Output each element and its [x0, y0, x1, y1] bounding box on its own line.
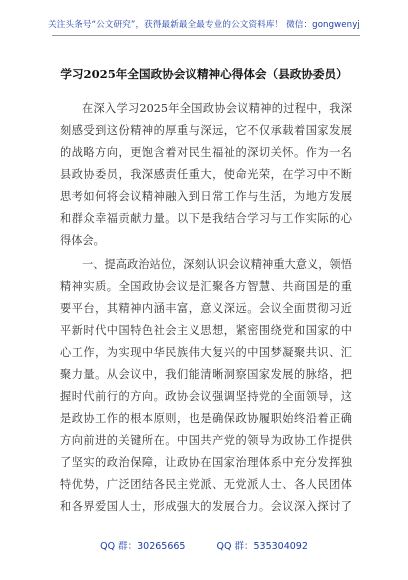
header-banner: 关注头条号“公文研究”，获得最新最全最专业的公文资料库！ 微信：gongwenyj [48, 20, 360, 30]
body-paragraph-2 [60, 254, 352, 518]
footer-qq-group-2: QQ 群：535304092 [216, 541, 308, 552]
text-line: 是政协工作的根本原则，也是确保政协履职始终沿着正确 [60, 412, 352, 425]
text-line: 要平台，其精神内涵丰富，意义深远。会议全面贯彻习近 [60, 302, 352, 315]
text-line: 和各界爱国人士，形成强大的发展合力。会议深入探讨了 [60, 500, 352, 513]
text-line: 精神实质。全国政协会议是汇聚各方智慧、共商国是的重 [60, 280, 352, 293]
text-line: 和群众幸福贡献力量。以下是我结合学习与工作实际的心 [60, 212, 352, 225]
footer-contact [0, 538, 408, 552]
text-line: 刻感受到这份精神的厚重与深远，它不仅承载着国家发展 [60, 124, 352, 137]
text-line: 得体会。 [60, 234, 105, 247]
text-line: 一、提高政治站位，深刻认识会议精神重大意义，领悟 [82, 258, 352, 271]
text-line: 握时代前行的方向。政协会议强调坚持党的全面领导，这 [60, 390, 352, 403]
document-title: 学习2025年全国政协会议精神心得体会（县政协委员） [60, 67, 348, 81]
text-line: 心工作，为实现中华民族伟大复兴的中国梦凝聚共识、汇 [60, 346, 352, 359]
text-line: 县政协委员，我深感责任重大，使命光荣，在学习中不断 [60, 168, 352, 181]
text-line: 方向前进的关键所在。中国共产党的领导为政协工作提供 [60, 434, 352, 447]
text-line: 特优势，广泛团结各民主党派、无党派人士、各人民团体 [60, 478, 352, 491]
text-line: 在深入学习2025年全国政协会议精神的过程中，我深 [82, 102, 352, 115]
text-line: 的战略方向，更饱含着对民生福祉的深切关怀。作为一名 [60, 146, 352, 159]
text-line: 思考如何将会议精神融入到日常工作与生活，为地方发展 [60, 190, 352, 203]
footer-qq-group-1: QQ 群：30265665 [100, 541, 186, 552]
text-line: 平新时代中国特色社会主义思想，紧密围绕党和国家的中 [60, 324, 352, 337]
text-line: 了坚实的政治保障，让政协在国家治理体系中充分发挥独 [60, 456, 352, 469]
header-divider [52, 35, 360, 36]
text-line: 聚力量。从会议中，我们能清晰洞察国家发展的脉络，把 [60, 368, 352, 381]
body-paragraph-1 [60, 98, 352, 252]
